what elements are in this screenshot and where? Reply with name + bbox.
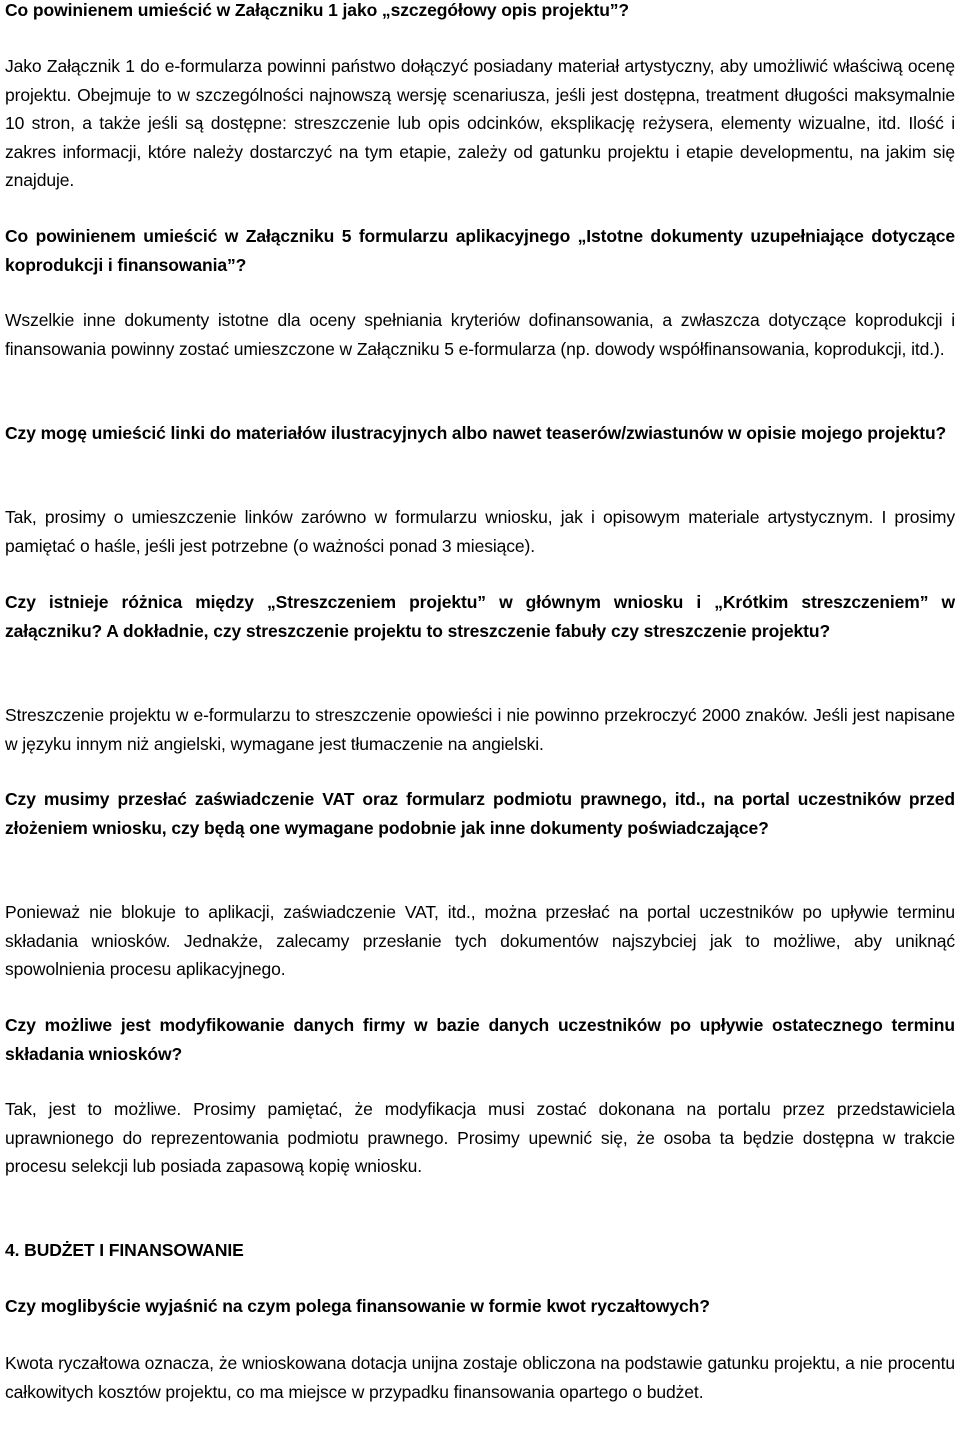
answer-paragraph: Streszczenie projektu w e-formularzu to streszczenie opowieści i nie powinno przekroczyć 2000 znaków. Jeśli jest napisane w języku innym niż angielski, wymagane jest tłumaczenie na angielski.	[5, 705, 955, 754]
question-heading: Czy moglibyście wyjaśnić na czym polega finansowanie w formie kwot ryczałtowych?	[5, 1296, 710, 1316]
answer-paragraph: Wszelkie inne dokumenty istotne dla oceny spełniania kryteriów dofinansowania, a zwłaszcza dotyczące koprodukcji i finansowania powinny zostać umieszczone w Załączniku 5 e-formularza (np. dowody współfinansowania, koprodukcji, itd.).	[5, 310, 955, 359]
answer-paragraph: Kwota ryczałtowa oznacza, że wnioskowana dotacja unijna zostaje obliczona na podstawie gatunku projektu, a nie procentu całkowitych kosztów projektu, co ma miejsce w przypadku finansowania opartego o budżet.	[5, 1353, 955, 1402]
question-heading: Co powinienem umieścić w Załączniku 1 jako „szczegółowy opis projektu”?	[5, 0, 630, 20]
answer-paragraph: Jako Załącznik 1 do e-formularza powinni państwo dołączyć posiadany materiał artystyczny, aby umożliwić właściwą ocenę projektu. Obejmuje to w szczególności najnowszą wersję scenariusza, jeśli jest dostępna, treatment długości maksymalnie 10 stron, a także jeśli są dostępne: streszczenie lub opis odcinków, eksplikację reżysera, elementy wizualne, itd. Ilość i zakres informacji, które należy dostarczyć na tym etapie, zależy od gatunku projektu i etapie developmentu, na jakim się znajduje.	[5, 56, 955, 190]
answer-paragraph: Tak, prosimy o umieszczenie linków zarówno w formularzu wniosku, jak i opisowym materiale artystycznym. I prosimy pamiętać o haśle, jeśli jest potrzebne (o ważności ponad 3 miesiące).	[5, 507, 955, 556]
answer-paragraph: Ponieważ nie blokuje to aplikacji, zaświadczenie VAT, itd., można przesłać na portal uczestników po upływie terminu składania wniosków. Jednakże, zalecamy przesłanie tych dokumentów najszybciej jak to możliwe, aby uniknąć spowolnienia procesu aplikacyjnego.	[5, 902, 955, 979]
question-heading: Czy mogę umieścić linki do materiałów ilustracyjnych albo nawet teaserów/zwiastunów w opisie mojego projektu?	[5, 423, 947, 443]
question-heading: Co powinienem umieścić w Załączniku 5 formularzu aplikacyjnego „Istotne dokumenty uzupełniające dotyczące koprodukcji i finansowania”?	[5, 226, 955, 275]
question-heading: Czy istnieje różnica między „Streszczeniem projektu” w głównym wniosku i „Krótkim streszczeniem” w załączniku? A dokładnie, czy streszczenie projektu to streszczenie fabuły czy streszczenie projektu?	[5, 592, 955, 641]
question-heading: Czy musimy przesłać zaświadczenie VAT oraz formularz podmiotu prawnego, itd., na portal uczestników przed złożeniem wniosku, czy będą one wymagane podobnie jak inne dokumenty poświadczające?	[5, 789, 955, 838]
answer-paragraph: Tak, jest to możliwe. Prosimy pamiętać, że modyfikacja musi zostać dokonana na portalu przez przedstawiciela uprawnionego do reprezentowania podmiotu prawnego. Prosimy upewnić się, że osoba ta będzie dostępna w trakcie procesu selekcji lub posiada zapasową kopię wniosku.	[5, 1099, 955, 1176]
question-heading: Czy możliwe jest modyfikowanie danych firmy w bazie danych uczestników po upływie ostatecznego terminu składania wniosków?	[5, 1015, 955, 1064]
section-heading: 4. BUDŻET I FINANSOWANIE	[5, 1240, 244, 1260]
